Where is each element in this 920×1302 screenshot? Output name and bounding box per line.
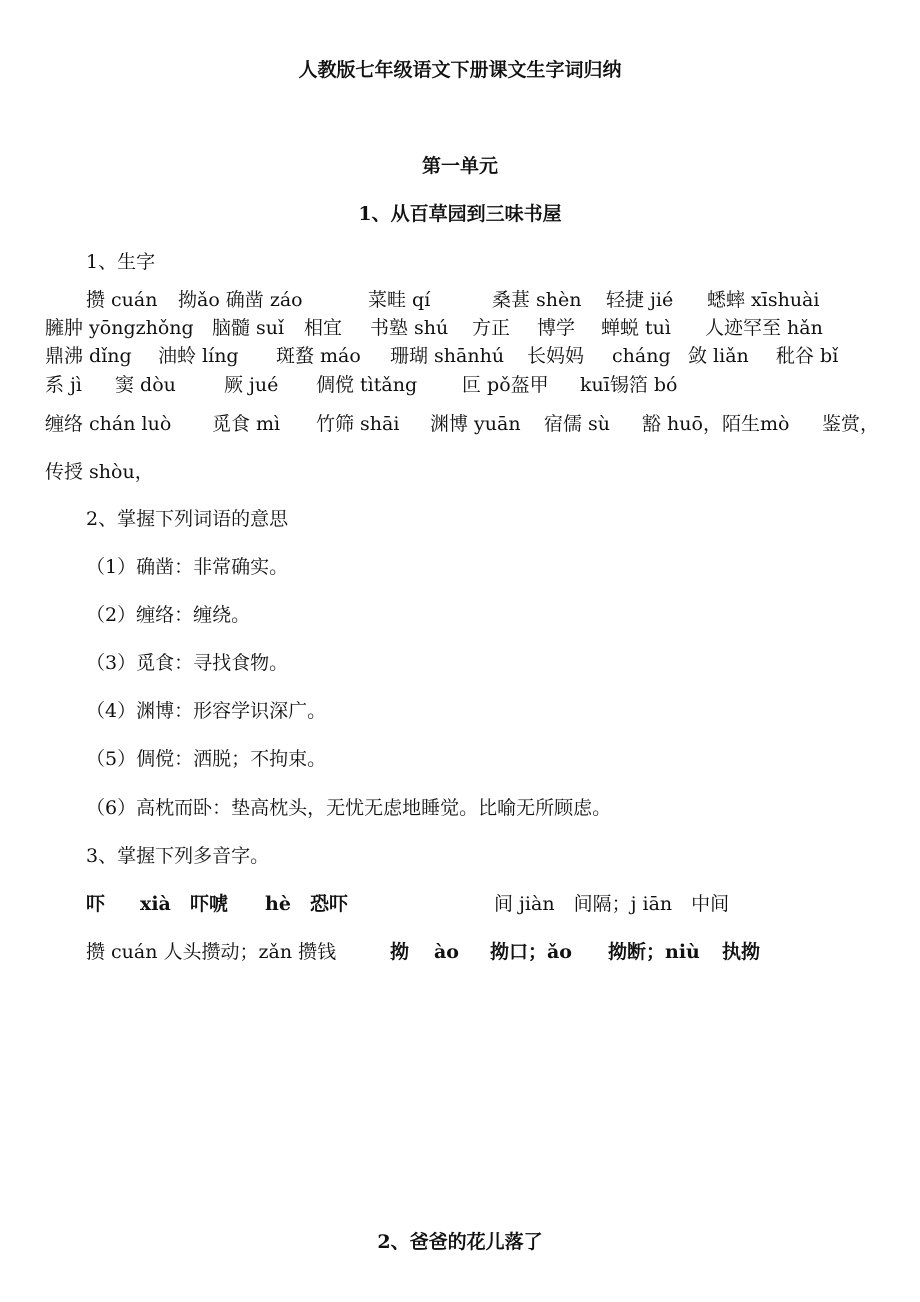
polyphone-word: 拗断；niù <box>608 941 700 963</box>
vocab-item: 竹筛 shāi <box>316 413 400 435</box>
meaning-item: （1）确凿：非常确实。 <box>86 556 289 578</box>
vocab-item: 传授 shòu， <box>45 461 154 483</box>
vocab-item: 轻捷 jié <box>606 289 674 311</box>
vocab-item: 豁 huō，陌生mò <box>642 413 790 435</box>
vocab-item: kuī锡箔 bó <box>580 374 678 396</box>
vocab-item: 相宜 <box>304 317 343 339</box>
vocab-item: 方正 <box>472 317 511 339</box>
polyphone-entry: 攒 cuán 人头攒动；zǎn 攒钱 <box>86 941 337 963</box>
polyphone-pinyin: ào <box>434 941 459 963</box>
vocab-item: 攒 cuán <box>86 289 158 311</box>
vocab-item: 厥 jué <box>224 374 279 396</box>
section-polyphone-title: 3、掌握下列多音字。 <box>86 845 270 867</box>
vocab-item: 蟋蟀 xīshuài <box>707 289 820 311</box>
meaning-item: （2）缠络：缠绕。 <box>86 604 251 626</box>
vocab-item: 鼎沸 dǐng <box>45 345 132 367</box>
vocab-item: cháng <box>612 345 671 367</box>
polyphone-char: 吓 <box>86 893 106 915</box>
vocab-item: 博学 <box>537 317 576 339</box>
vocab-item: 蝉蜕 tuì <box>601 317 671 339</box>
vocab-item: 脑髓 suǐ <box>212 317 285 339</box>
lesson2-heading: 2、爸爸的花儿落了 <box>377 1231 543 1253</box>
vocab-item: 斑蝥 máo <box>276 345 361 367</box>
lesson1-heading: 1、从百草园到三味书屋 <box>358 203 562 225</box>
vocab-item: 敛 liǎn <box>688 345 749 367</box>
vocab-item: 渊博 yuān <box>430 413 521 435</box>
meaning-item: （4）渊博：形容学识深广。 <box>86 700 327 722</box>
vocab-item: 油蛉 líng <box>158 345 239 367</box>
polyphone-entry: 间 jiàn 间隔；j iān 中间 <box>494 893 730 915</box>
vocab-item: 窦 dòu <box>115 374 176 396</box>
vocab-item: 长妈妈 <box>527 345 585 367</box>
unit-heading: 第一单元 <box>421 155 498 177</box>
document-title: 人教版七年级语文下册课文生字词归纳 <box>298 59 622 81</box>
vocab-item: 菜畦 qí <box>368 289 431 311</box>
polyphone-pinyin: hè <box>265 893 291 915</box>
polyphone-word: 执拗 <box>722 941 761 963</box>
vocab-item: 桑葚 shèn <box>492 289 582 311</box>
polyphone-word: 吓唬 <box>190 893 229 915</box>
vocab-item: 宿儒 sù <box>544 413 611 435</box>
vocab-item: 系 jì <box>45 374 83 396</box>
vocab-item: 拗ǎo 确凿 záo <box>178 289 303 311</box>
meaning-item: （3）觅食：寻找食物。 <box>86 652 289 674</box>
polyphone-word: 拗口；ǎo <box>490 941 572 963</box>
vocab-item: 觅食 mì <box>212 413 281 435</box>
vocab-item: 秕谷 bǐ <box>776 345 839 367</box>
polyphone-char: 拗 <box>390 941 410 963</box>
meaning-item: （5）倜傥：洒脱；不拘束。 <box>86 748 327 770</box>
vocab-item: 珊瑚 shānhú <box>390 345 505 367</box>
vocab-item: 鉴赏， <box>822 413 880 435</box>
vocab-item: 臃肿 yōngzhǒng <box>45 317 194 339</box>
section-meanings-title: 2、掌握下列词语的意思 <box>86 508 289 530</box>
vocab-item: 叵 pǒ盔甲 <box>462 374 549 396</box>
meaning-item: （6）高枕而卧：垫高枕头，无忧无虑地睡觉。比喻无所顾虑。 <box>86 797 612 819</box>
polyphone-pinyin: xià <box>140 893 171 915</box>
section-vocab-title: 1、生字 <box>86 251 156 273</box>
vocab-item: 倜傥 tìtǎng <box>316 374 418 396</box>
vocab-item: 缠络 chán luò <box>45 413 172 435</box>
vocab-item: 书塾 shú <box>370 317 449 339</box>
polyphone-word: 恐吓 <box>310 893 349 915</box>
vocab-item: 人迹罕至 hǎn <box>705 317 823 339</box>
